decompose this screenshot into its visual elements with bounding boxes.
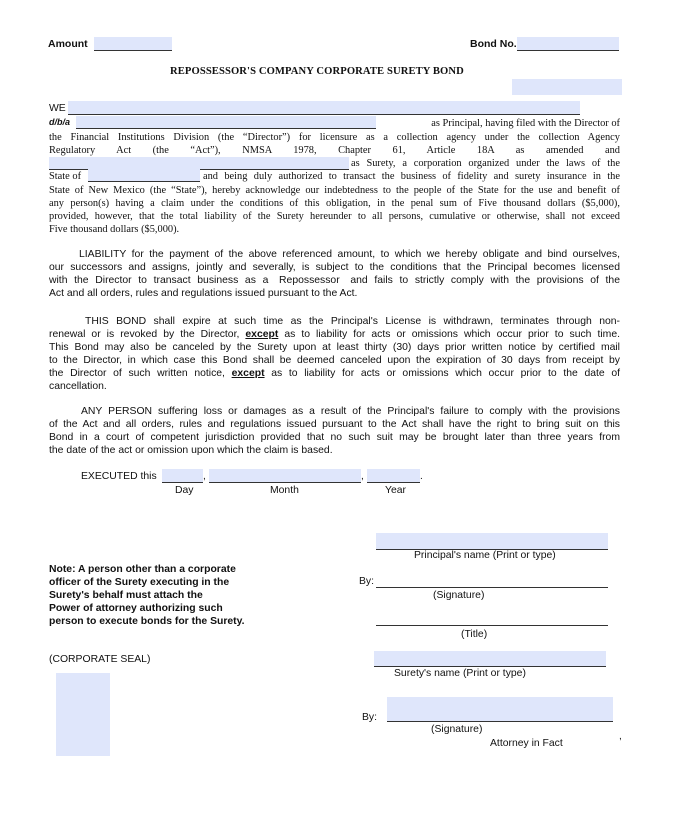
license-type: Repossessor: [279, 275, 340, 286]
month-caption: Month: [270, 485, 299, 496]
expire-line3: This Bond may also be canceled by the Surety upon at least thirty (30) days prior written notice by certified mail: [49, 342, 620, 353]
by-label-principal: By:: [359, 576, 375, 587]
note-line3: Surety's behalf must attach the: [49, 590, 203, 601]
bond-no-field[interactable]: [517, 37, 619, 51]
expire-line5: [49, 367, 620, 380]
expire-line6: cancellation.: [49, 381, 107, 392]
liability-line3a: with the Director to transact business as a: [49, 275, 269, 286]
intro-line4-end: as Surety, a corporation organized under the laws of the: [351, 158, 620, 169]
intro-lines-2-3: [49, 131, 620, 157]
surety-print-name-field[interactable]: [374, 651, 606, 667]
note-block: [49, 563, 245, 628]
expire-except-2: except: [231, 368, 265, 379]
person-line2: of the Act and all orders, rules and regulations issued pursuant to the Act shall have the right to bring suit on this: [49, 419, 620, 430]
principal-name-caption: Principal's name (Print or type): [414, 550, 556, 561]
principal-print-name-field[interactable]: [376, 533, 608, 550]
expire-line4: to the Director, in which case this Bond shall be deemed canceled upon the expiration of 30 days from receipt by: [49, 355, 620, 366]
intro-line7: any person(s) having a claim under the conditions of this obligation, in the penal sum of Five thousand dollars ($5,000),: [49, 198, 620, 209]
executed-day-field[interactable]: [162, 469, 203, 483]
note-line4: Power of attorney authorizing such: [49, 603, 223, 614]
year-caption: Year: [385, 485, 406, 496]
we-label: WE: [49, 103, 66, 114]
surety-signature-field[interactable]: [387, 697, 613, 722]
person-line3: Bond in a court of competent jurisdiction provided that no such suit may be brought later than three years from: [49, 432, 620, 443]
principal-name-field[interactable]: [68, 101, 580, 115]
liability-line3: [49, 274, 620, 287]
intro-line1-end: as Principal, having filed with the Director of: [431, 118, 620, 129]
liability-paragraph: [49, 248, 620, 300]
intro-line9: Five thousand dollars ($5,000).: [49, 224, 180, 235]
principal-signature-caption: (Signature): [433, 590, 485, 601]
liability-line3c: and fails to strictly comply with the provisions of the: [350, 275, 620, 286]
any-person-paragraph: [49, 405, 620, 457]
intro-lines-6-9: [49, 184, 620, 236]
liability-line4: Act and all orders, rules and regulations issued pursuant to the Act.: [49, 288, 358, 299]
intro-line5-end: and being duly authorized to transact the business of fidelity and surety insurance in the: [203, 171, 620, 182]
title-caption: (Title): [461, 629, 488, 640]
state-of-field[interactable]: [88, 169, 200, 182]
expire-line5c: as to liability for acts or omissions which occur prior to the date of: [271, 368, 621, 379]
surety-name-caption: Surety's name (Print or type): [394, 668, 526, 679]
attorney-in-fact-caption: Attorney in Fact: [490, 738, 563, 749]
amount-label: Amount: [48, 38, 88, 50]
surety-signature-caption: (Signature): [431, 724, 483, 735]
note-line2: officer of the Surety executing in the: [49, 577, 230, 588]
expire-line2a: renewal or is revoked by the Director,: [49, 329, 240, 340]
expire-line2: [49, 328, 620, 341]
expire-line1: THIS BOND shall expire at such time as the Principal's License is withdrawn, terminates through non-: [85, 316, 620, 327]
intro-line2: the Financial Institutions Division (the “Director”) for licensure as a collection agency under the collection Agency: [49, 132, 620, 143]
executed-month-field[interactable]: [209, 469, 361, 483]
document-title: REPOSSESSOR'S COMPANY CORPORATE SURETY BOND: [170, 66, 464, 77]
liability-line1: LIABILITY for the payment of the above referenced amount, to which we hereby obligate and bind ourselves,: [79, 249, 620, 260]
liability-line2: our successors and assigns, jointly and severally, is subject to the conditions that the Principal becomes licensed: [49, 262, 620, 273]
note-line5: person to execute bonds for the Surety.: [49, 616, 245, 627]
expire-line2c: as to liability for acts or omissions which occur prior to such time.: [284, 329, 620, 340]
expire-line5a: the Director of such written notice,: [49, 368, 225, 379]
expire-paragraph: [49, 315, 620, 393]
executed-year-field[interactable]: [367, 469, 420, 483]
amount-field[interactable]: [94, 37, 172, 51]
intro-line8: provided, however, that the total liability of the Surety hereunder to all persons, cumulative or otherwise, shall not exceed: [49, 211, 620, 222]
executed-label: EXECUTED this: [81, 471, 157, 482]
corporate-seal-area[interactable]: [56, 673, 110, 756]
principal-title-line[interactable]: [376, 613, 608, 626]
intro-line3: Regulatory Act (the “Act”), NMSA 1978, Chapter 61, Article 18A as amended and: [49, 145, 620, 156]
day-caption: Day: [175, 485, 194, 496]
person-line1: ANY PERSON suffering loss or damages as a result of the Principal's failure to comply with the provisions: [81, 406, 620, 417]
by-label-surety: By:: [362, 712, 378, 723]
principal-signature-line[interactable]: [376, 575, 608, 588]
corporate-seal-label: (CORPORATE SEAL): [49, 654, 151, 665]
expire-except-1: except: [245, 329, 279, 340]
dba-label: d/b/a: [49, 117, 71, 127]
bond-no-label: Bond No.: [470, 38, 517, 50]
person-line4: the date of the act or omission upon which the claim is based.: [49, 445, 333, 456]
state-of-label: State of: [49, 171, 82, 182]
note-line1: Note: A person other than a corporate: [49, 564, 236, 575]
header-blank-field[interactable]: [512, 79, 622, 95]
intro-line6: State of New Mexico (the “State”), hereby acknowledge our indebtedness to the people of the State for the use and benefit of: [49, 185, 620, 196]
dba-field[interactable]: [76, 116, 376, 129]
